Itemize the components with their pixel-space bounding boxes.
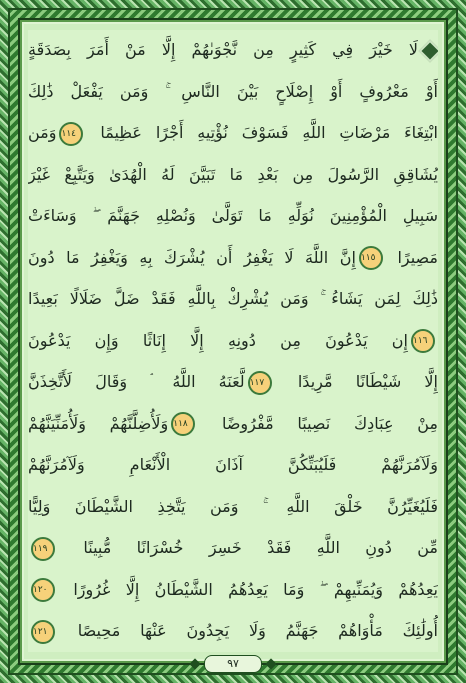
ayah-number-marker: ١١٦ xyxy=(411,329,435,353)
verse-text: إِنَّ اللَّهَ لَا يَغْفِرُ أَن يُشْرَكَ بِهِ وَيَغْفِرُ مَا دُونَ xyxy=(28,247,356,267)
verse-text: ابْتِغَاءَ مَرْضَاتِ اللَّهِ فَسَوْفَ نُؤْتِيهِ أَجْرًا عَظِيمًا xyxy=(86,123,438,142)
page-footer xyxy=(150,655,316,673)
verse-text: يَعِدُهُمْ وَيُمَنِّيهِمْ ۖ وَمَا يَعِدُهُمُ الشَّيْطَانُ إِلَّا غُرُورًا xyxy=(58,579,438,599)
verse-text: إِلَّا شَيْطَانًا مَّرِيدًا xyxy=(274,372,438,391)
text-line xyxy=(28,445,438,485)
text-line xyxy=(28,72,438,112)
verse-text: فَلَيُغَيِّرُنَّ خَلْقَ اللَّهِ ۚ وَمَن يَتَّخِذِ الشَّيْطَانَ وَلِيًّا xyxy=(28,496,438,516)
ayah-number-marker: ١١٤ xyxy=(59,122,83,146)
verse-text: ذَٰلِكَ لِمَن يَشَاءُ ۚ وَمَن يُشْرِكْ بِاللَّهِ فَقَدْ ضَلَّ ضَلَالًا بَعِيدًا xyxy=(28,289,438,308)
verse-text: إِن يَدْعُونَ مِن دُونِهِ إِلَّا إِنَاثًا وَإِن يَدْعُونَ xyxy=(28,330,408,350)
text-line xyxy=(28,30,438,70)
verse-text: مِّن دُونِ اللَّهِ فَقَدْ خَسِرَ خُسْرَانًا مُّبِينًا xyxy=(58,538,438,557)
verse-text: لَّعَنَهُ اللَّهُ ۘ وَقَالَ لَأَتَّخِذَنَّ xyxy=(28,372,245,391)
page-number: ٩٧ xyxy=(204,655,262,673)
text-line xyxy=(28,155,438,195)
footer-ornament-icon xyxy=(189,658,200,669)
text-line xyxy=(28,321,438,361)
text-line xyxy=(28,611,438,651)
verse-text: وَلَأُضِلَّنَّهُمْ وَلَأُمَنِّيَنَّهُمْ xyxy=(28,413,169,433)
verse-text: وَمَن xyxy=(28,123,57,142)
verse-text: مَصِيرًا xyxy=(385,247,438,267)
rub-el-hizb-icon xyxy=(419,39,438,62)
verse-text: أَوْ مَعْرُوفٍ أَوْ إِصْلَاحٍ بَيْنَ النَّاسِ ۚ وَمَن يَفْعَلْ ذَٰلِكَ xyxy=(28,81,438,101)
verse-text: وَلَآمُرَنَّهُمْ فَلَيُبَتِّكُنَّ آذَانَ الْأَنْعَامِ وَلَآمُرَنَّهُمْ xyxy=(28,455,438,474)
verse-text: سَبِيلِ الْمُؤْمِنِينَ نُوَلِّهِ مَا تَوَلَّىٰ وَنُصْلِهِ جَهَنَّمَ ۖ وَسَاءَتْ xyxy=(28,206,438,225)
text-line xyxy=(28,487,438,527)
text-line xyxy=(28,404,438,444)
ayah-number-marker: ١١٩ xyxy=(31,537,55,561)
text-line xyxy=(28,362,438,402)
text-line xyxy=(28,196,438,236)
text-line xyxy=(28,528,438,568)
verse-text: مِنْ عِبَادِكَ نَصِيبًا مَّفْرُوضًا xyxy=(198,413,438,433)
verse-text: أُولَٰئِكَ مَأْوَاهُمْ جَهَنَّمُ وَلَا يَجِدُونَ عَنْهَا مَحِيصًا xyxy=(58,621,438,640)
ayah-number-marker: ١١٨ xyxy=(171,412,195,436)
verse-text: يُشَاقِقِ الرَّسُولَ مِن بَعْدِ مَا تَبَيَّنَ لَهُ الْهُدَىٰ وَيَتَّبِعْ غَيْرَ xyxy=(28,164,438,184)
text-line xyxy=(28,113,438,153)
quran-text-area xyxy=(28,30,438,652)
ayah-number-marker: ١١٥ xyxy=(359,246,383,270)
ayah-number-marker: ١٢١ xyxy=(31,620,55,644)
text-line xyxy=(28,570,438,610)
ayah-number-marker: ١١٧ xyxy=(248,371,272,395)
footer-ornament-icon xyxy=(265,658,276,669)
text-line xyxy=(28,238,438,278)
verse-text: لَا خَيْرَ فِي كَثِيرٍ مِن نَّجْوَىٰهُمْ إِلَّا مَنْ أَمَرَ بِصَدَقَةٍ xyxy=(28,40,418,59)
ayah-number-marker: ١٢٠ xyxy=(31,578,55,602)
text-line xyxy=(28,279,438,319)
